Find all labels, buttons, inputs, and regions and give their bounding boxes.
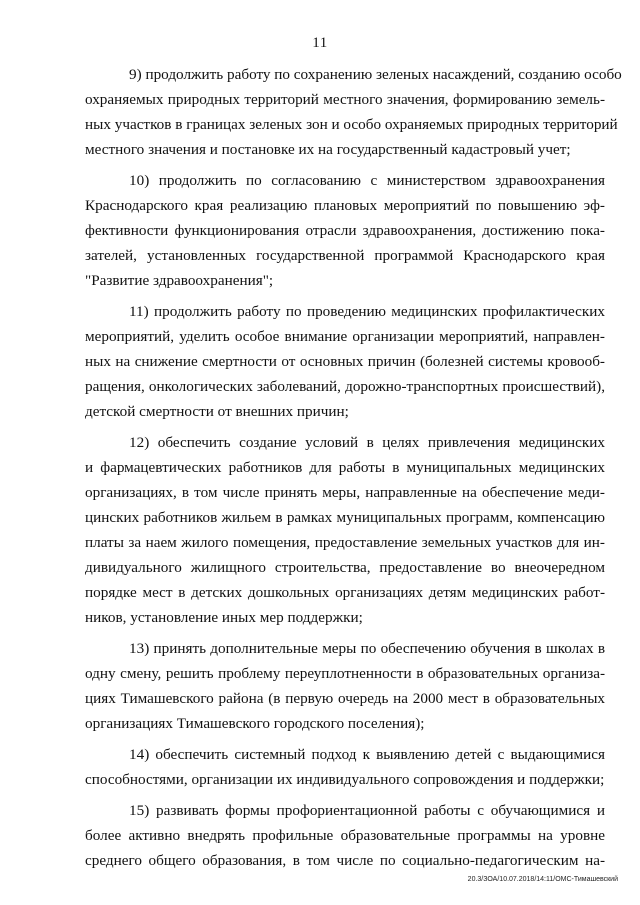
text-line: дивидуального жилищного строительства, предоставление во внеочередном <box>85 559 605 576</box>
text-line: местного значения и постановке их на государственный кадастровый учет; <box>85 141 571 158</box>
text-line: зателей, установленных государственной программой Краснодарского края <box>85 247 605 264</box>
text-line: ных на снижение смертности от основных причин (болезней системы кровооб- <box>85 353 605 370</box>
text-line: "Развитие здравоохранения"; <box>85 272 274 289</box>
text-line: циях Тимашевского района (в первую очередь на 2000 мест в образовательных <box>85 690 605 707</box>
text-line: охраняемых природных территорий местного значения, формированию земель- <box>85 91 605 108</box>
text-line: ных участков в границах зеленых зон и особо охраняемых природных территорий <box>85 116 618 133</box>
text-line: 15) развивать формы профориентационной работы с обучающимися и <box>129 802 605 819</box>
text-line: платы за наем жилого помещения, предоставление земельных участков для ин- <box>85 534 605 551</box>
text-line: мероприятий, уделить особое внимание организации мероприятий, направлен- <box>85 328 605 345</box>
text-line: детской смертности от внешних причин; <box>85 403 349 420</box>
document-footer-stamp: 20.3/ЗОА/10.07.2018/14:11/ОМС-Тимашевский <box>467 876 618 883</box>
text-line: способностями, организации их индивидуального сопровождения и поддержки; <box>85 771 605 788</box>
text-line: 14) обеспечить системный подход к выявлению детей с выдающимися <box>129 746 605 763</box>
text-line: 13) принять дополнительные меры по обеспечению обучения в школах в <box>129 640 605 657</box>
text-line: фективности функционирования отрасли здравоохранения, достижению пока- <box>85 222 605 239</box>
text-line: ращения, онкологических заболеваний, дорожно-транспортных происшествий), <box>85 378 605 395</box>
text-line: и фармацевтических работников для работы в муниципальных медицинских <box>85 459 605 476</box>
paragraph-12 <box>85 430 605 630</box>
text-line: организациях, в том числе принять меры, направленные на обеспечение меди- <box>85 484 605 501</box>
page-number: 11 <box>312 35 328 51</box>
paragraph-14 <box>85 742 605 792</box>
text-line: 12) обеспечить создание условий в целях привлечения медицинских <box>129 434 605 451</box>
text-line: среднего общего образования, в том числе по социально-педагогическим на- <box>85 852 605 869</box>
text-line: цинских работников жильем в рамках муниципальных программ, компенсацию <box>85 509 605 526</box>
text-line: более активно внедрять профильные образовательные программы на уровне <box>85 827 605 844</box>
text-line: 11) продолжить работу по проведению медицинских профилактических <box>129 303 605 320</box>
paragraph-9 <box>85 62 622 162</box>
text-line: 10) продолжить по согласованию с министерством здравоохранения <box>129 172 605 189</box>
text-line: порядке мест в детских дошкольных организациях детям медицинских работ- <box>85 584 605 601</box>
text-line: ников, установление иных мер поддержки; <box>85 609 363 626</box>
paragraph-15 <box>85 798 605 873</box>
text-line: организациях Тимашевского городского поселения); <box>85 715 425 732</box>
text-line: Краснодарского края реализацию плановых мероприятий по повышению эф- <box>85 197 605 214</box>
text-line: 9) продолжить работу по сохранению зеленых насаждений, созданию особо <box>129 66 622 83</box>
paragraph-13 <box>85 636 605 736</box>
paragraph-10 <box>85 168 605 293</box>
document-body <box>85 62 622 879</box>
text-line: одну смену, решить проблему переуплотненности в образовательных организа- <box>85 665 605 682</box>
paragraph-11 <box>85 299 605 424</box>
